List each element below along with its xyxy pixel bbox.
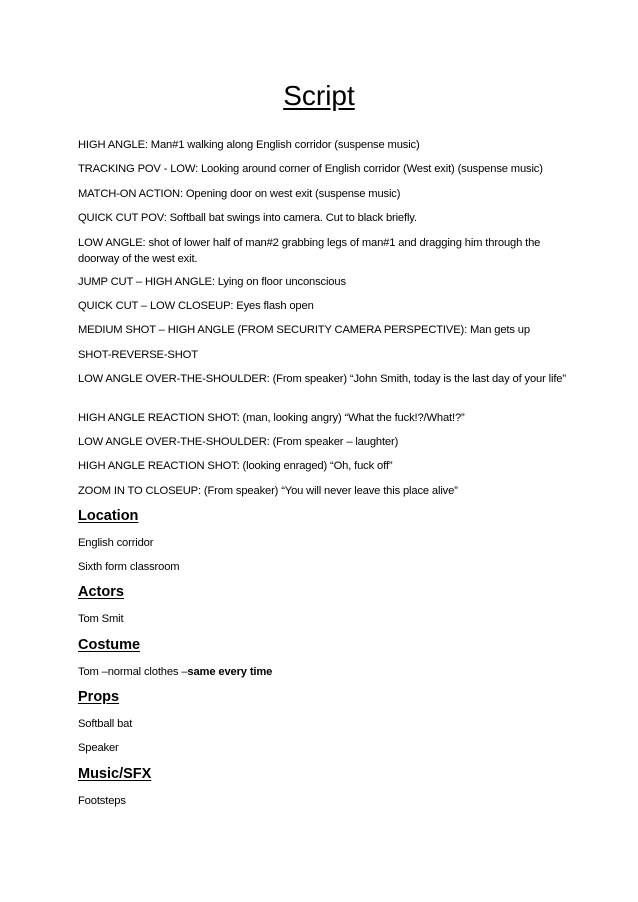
location-item: English corridor <box>78 537 154 549</box>
page-title: Script <box>283 80 355 111</box>
prop-item: Softball bat <box>78 718 133 730</box>
script-line: QUICK CUT – LOW CLOSEUP: Eyes flash open <box>78 300 314 312</box>
music-item: Footsteps <box>78 795 126 807</box>
script-line: TRACKING POV - LOW: Looking around corner of English corridor (West exit) (suspense music) <box>78 163 543 175</box>
script-line: QUICK CUT POV: Softball bat swings into camera. Cut to black briefly. <box>78 212 417 224</box>
location-item: Sixth form classroom <box>78 561 180 573</box>
script-line: ZOOM IN TO CLOSEUP: (From speaker) “You will never leave this place alive” <box>78 485 458 497</box>
actor-item: Tom Smit <box>78 613 124 625</box>
prop-item: Speaker <box>78 742 119 754</box>
script-line: JUMP CUT – HIGH ANGLE: Lying on floor unconscious <box>78 276 346 288</box>
actors-heading: Actors <box>78 584 124 600</box>
script-line: MATCH-ON ACTION: Opening door on west exit (suspense music) <box>78 188 401 200</box>
script-line: MEDIUM SHOT – HIGH ANGLE (FROM SECURITY CAMERA PERSPECTIVE): Man gets up <box>78 324 530 336</box>
script-line: HIGH ANGLE REACTION SHOT: (looking enraged) “Oh, fuck off” <box>78 460 393 472</box>
script-line: LOW ANGLE OVER-THE-SHOULDER: (From speaker – laughter) <box>78 436 399 448</box>
script-line: SHOT-REVERSE-SHOT <box>78 349 198 361</box>
props-heading: Props <box>78 689 120 705</box>
costume-heading: Costume <box>78 637 141 653</box>
costume-line <box>78 664 558 680</box>
script-line: LOW ANGLE OVER-THE-SHOULDER: (From speaker) “John Smith, today is the last day of your life” <box>78 373 566 385</box>
music-heading: Music/SFX <box>78 766 152 782</box>
script-line: LOW ANGLE: shot of lower half of man#2 grabbing legs of man#1 and dragging him through the doorway of the west exit. <box>78 237 541 265</box>
script-line: HIGH ANGLE: Man#1 walking along English corridor (suspense music) <box>78 139 420 151</box>
costume-text: Tom –normal clothes – <box>78 666 188 678</box>
script-line: HIGH ANGLE REACTION SHOT: (man, looking angry) “What the fuck!?/What!?” <box>78 412 465 424</box>
location-heading: Location <box>78 508 139 524</box>
costume-emphasis: same every time <box>187 666 273 678</box>
